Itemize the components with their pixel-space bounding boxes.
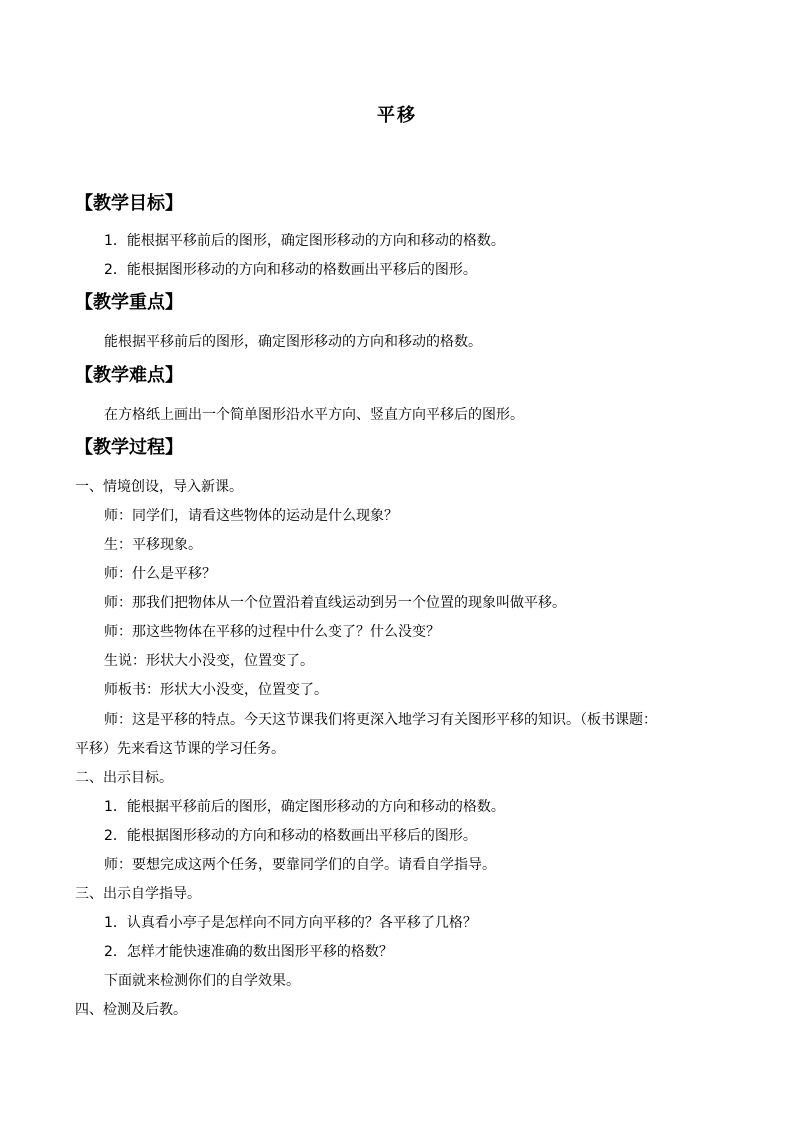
dialogue-line: 师：要想完成这两个任务，要靠同学们的自学。请看自学指导。 xyxy=(104,857,496,873)
difficulties-text: 在方格纸上画出一个简单图形沿水平方向、竖直方向平移后的图形。 xyxy=(104,407,524,423)
goal-item: 2．能根据图形移动的方向和移动的格数画出平移后的图形。 xyxy=(104,262,477,278)
target-item: 2．能根据图形移动的方向和移动的格数画出平移后的图形。 xyxy=(104,828,477,844)
target-item: 1．能根据平移前后的图形，确定图形移动的方向和移动的格数。 xyxy=(104,799,505,815)
process-part3-heading: 三、出示自学指导。 xyxy=(75,886,201,902)
process-part2-heading: 二、出示目标。 xyxy=(75,770,173,786)
process-part4-heading: 四、检测及后教。 xyxy=(75,1002,187,1018)
dialogue-line: 师：那我们把物体从一个位置沿着直线运动到另一个位置的现象叫做平移。 xyxy=(104,595,566,611)
dialogue-line: 师：什么是平移？ xyxy=(104,566,216,582)
dialogue-line: 师：那这些物体在平移的过程中什么变了？什么没变？ xyxy=(104,624,440,640)
dialogue-line: 下面就来检测你们的自学效果。 xyxy=(104,973,300,989)
key-points-text: 能根据平移前后的图形，确定图形移动的方向和移动的格数。 xyxy=(104,334,482,350)
dialogue-line-continued: 平移）先来看这节课的学习任务。 xyxy=(75,741,285,757)
dialogue-line: 师板书：形状大小没变，位置变了。 xyxy=(104,682,328,698)
process-part1-heading: 一、情境创设，导入新课。 xyxy=(75,479,243,495)
guide-item: 1．认真看小亭子是怎样向不同方向平移的？各平移了几格？ xyxy=(104,915,477,931)
dialogue-line: 生说：形状大小没变，位置变了。 xyxy=(104,653,314,669)
process-heading: 【教学过程】 xyxy=(75,437,183,458)
guide-item: 2．怎样才能快速准确的数出图形平移的格数？ xyxy=(104,944,393,960)
dialogue-line: 生：平移现象。 xyxy=(104,537,202,553)
key-points-heading: 【教学重点】 xyxy=(75,292,183,313)
difficulties-heading: 【教学难点】 xyxy=(75,365,183,386)
document-title: 平移 xyxy=(377,105,417,126)
goal-item: 1．能根据平移前后的图形，确定图形移动的方向和移动的格数。 xyxy=(104,233,505,249)
dialogue-line: 师：同学们，请看这些物体的运动是什么现象？ xyxy=(104,508,398,524)
dialogue-line: 师：这是平移的特点。今天这节课我们将更深入地学习有关图形平移的知识。（板书课题： xyxy=(104,712,657,728)
goals-heading: 【教学目标】 xyxy=(75,193,183,214)
